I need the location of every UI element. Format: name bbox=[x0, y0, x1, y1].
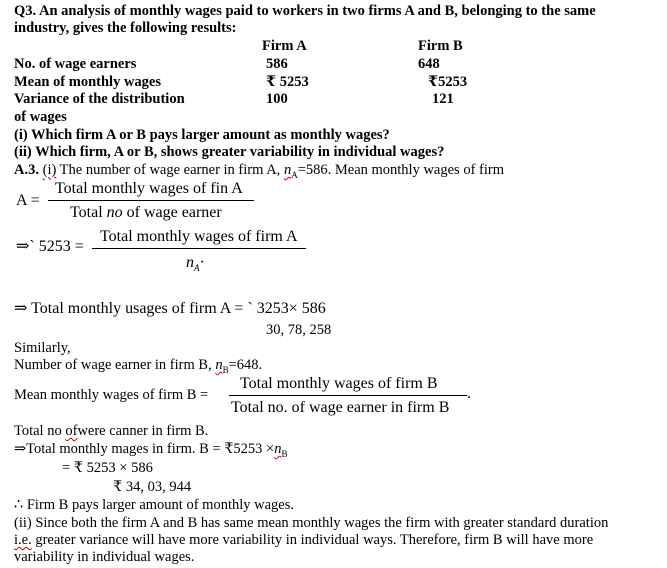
eq1-denominator: Total no of wage earner bbox=[70, 204, 222, 221]
sub-question-i: (i) Which firm A or B pays larger amount as monthly wages? bbox=[14, 127, 390, 143]
intro-text-b: =586. Mean monthly wages of firm bbox=[297, 162, 504, 178]
eq2-fraction-bar bbox=[92, 248, 306, 249]
firm-a-wage-earners: 586 bbox=[266, 56, 288, 72]
n-b-symbol: $n_B$ bbox=[215, 357, 229, 375]
eq3-statement: ⇒ Total monthly usages of firm A = ` 3253× 586 bbox=[14, 300, 326, 317]
part-i-marker: (i) bbox=[42, 162, 57, 178]
row-label-variance: Variance of the distribution bbox=[14, 91, 185, 107]
eq1-lhs: A = bbox=[16, 192, 40, 209]
row-label-mean-wages: Mean of monthly wages bbox=[14, 74, 162, 90]
eq3-result: 30, 78, 258 bbox=[266, 322, 332, 338]
similarly-text: Similarly, bbox=[14, 340, 71, 356]
answer-prefix: A.3. bbox=[14, 162, 39, 178]
row-label-variance-cont: of wages bbox=[14, 109, 67, 125]
firm-a-variance: 100 bbox=[266, 91, 288, 107]
eq1-fraction-bar bbox=[48, 200, 254, 201]
conclusion-i: ∴ Firm B pays larger amount of monthly wages. bbox=[14, 497, 294, 513]
header-firm-b: Firm B bbox=[418, 38, 463, 54]
n-a-symbol: $n_A$ bbox=[283, 162, 298, 180]
question-line-2: industry, gives the following results: bbox=[14, 20, 237, 36]
eq7-line: ₹ 34, 03, 944 bbox=[113, 479, 192, 495]
part-ii-line-3: variability in individual wages. bbox=[14, 549, 195, 565]
eq2-denominator: $n_A\cdot$ bbox=[186, 254, 205, 274]
ie-abbreviation: i.e. bbox=[14, 532, 32, 548]
firm-b-variance: 121 bbox=[432, 91, 454, 107]
part-ii-line-1: (ii) Since both the firm A and B has same mean monthly wages the firm with greater standard duration bbox=[14, 515, 609, 531]
intro-text-a: The number of wage earner in firm A, bbox=[59, 162, 281, 178]
eq2-lhs: ⇒` 5253 = bbox=[16, 238, 84, 255]
eq5-line: ⇒Total monthly mages in firm. B = ₹5253 $\times n_B$ bbox=[14, 441, 288, 459]
eq6-line: = ₹ 5253 × 586 bbox=[62, 460, 153, 476]
eq4-trailing-dot: . bbox=[467, 385, 471, 402]
eq4-numerator: Total monthly wages of firm B bbox=[240, 375, 438, 392]
part-ii-line-2: i.e. greater variance will have more variability in individual ways. Therefore, firm B will have more bbox=[14, 532, 594, 548]
eq4-fraction-bar bbox=[229, 395, 467, 396]
eq4-lhs: Mean monthly wages of firm B = bbox=[14, 387, 209, 403]
question-line-1: Q3. An analysis of monthly wages paid to workers in two firms A and B, belonging to the same bbox=[14, 3, 596, 19]
eq2-numerator: Total monthly wages of firm A bbox=[100, 228, 298, 245]
eq4-denominator: Total no. of wage earner in firm B bbox=[231, 399, 450, 416]
sub-question-ii: (ii) Which firm, A or B, shows greater variability in individual wages? bbox=[14, 144, 445, 160]
firm-b-mean-wages: ₹5253 bbox=[428, 74, 468, 90]
firm-b-wage-earners: 648 bbox=[418, 56, 440, 72]
nb-line: Number of wage earner in firm B, $n_B=648$. bbox=[14, 357, 263, 375]
firm-a-mean-wages: ₹ 5253 bbox=[266, 74, 309, 90]
row-label-wage-earners: No. of wage earners bbox=[14, 56, 137, 72]
header-firm-a: Firm A bbox=[262, 38, 307, 54]
total-no-line: Total no ofwere canner in firm B. bbox=[14, 423, 209, 439]
eq1-numerator: Total monthly wages of fin A bbox=[55, 180, 243, 197]
